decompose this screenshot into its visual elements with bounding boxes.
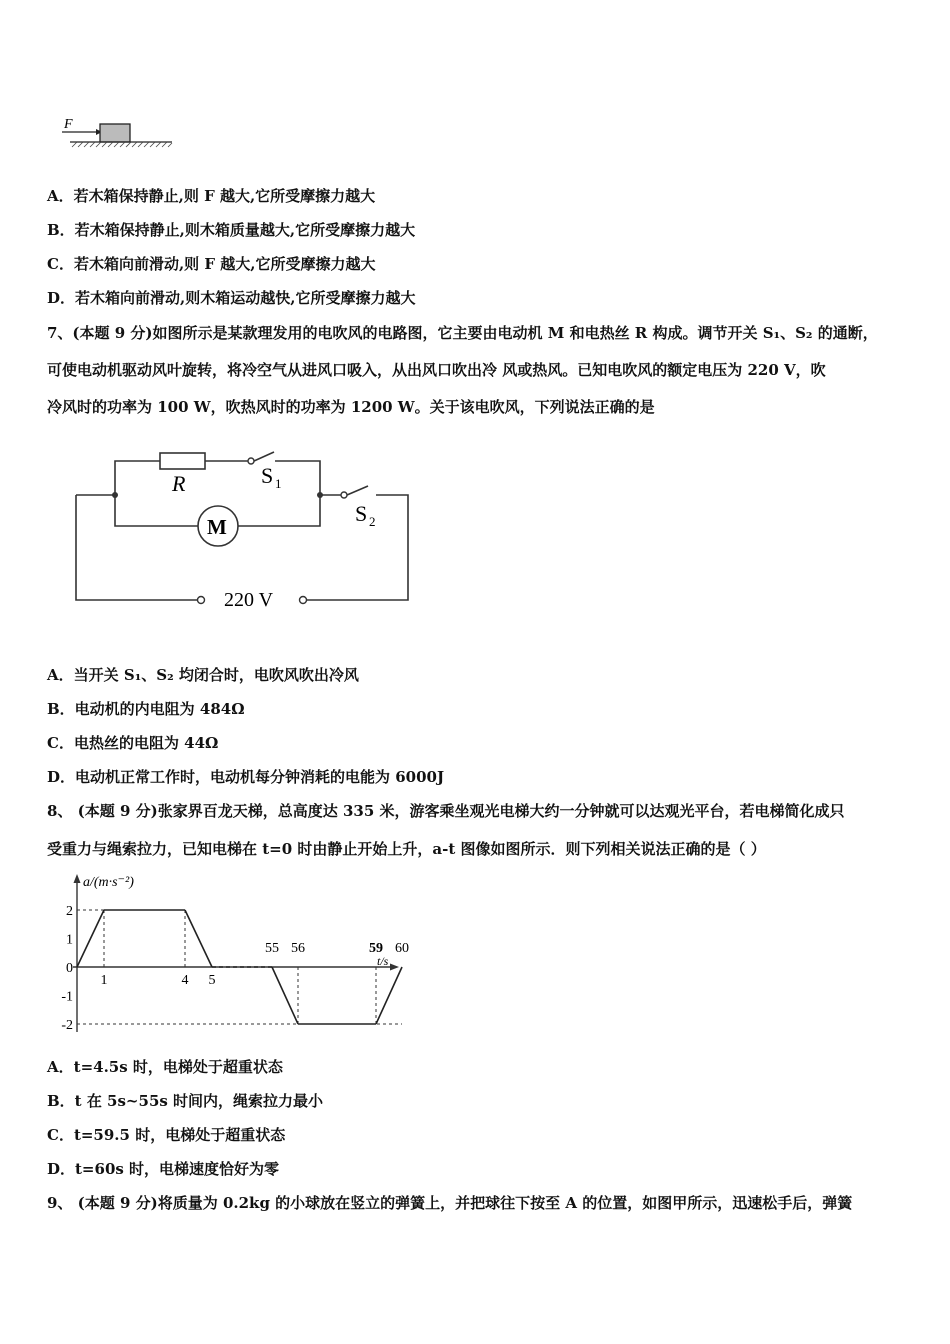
y-axis-label: a/(m·s⁻²) — [83, 875, 134, 890]
junction-right — [317, 492, 323, 498]
at-graph — [55, 872, 415, 1040]
s1-contact — [248, 458, 254, 464]
q8-option-a: A．t=4.5s 时，电梯处于超重状态 — [47, 1058, 283, 1076]
x-tick-label: 59 — [369, 941, 383, 956]
q8-stem-line-1: 8、 (本题 9 分)张家界百龙天梯，总高度达 335 米，游客乘坐观光电梯大约一分钟就可以达观光平台，若电梯简化成只 — [47, 802, 845, 820]
q8-stem-line-2: 受重力与绳索拉力，已知电梯在 t=0 时由静止开始上升，a-t 图像如图所示．则下列相关说法正确的是（ ） — [47, 840, 766, 858]
x-tick-label: 60 — [395, 941, 409, 956]
q8-option-b: B．t 在 5s~55s 时间内，绳索拉力最小 — [47, 1092, 324, 1110]
y-tick-label: 2 — [66, 904, 73, 919]
box-force-figure — [60, 112, 180, 152]
series-segment — [77, 910, 104, 967]
q7-stem-line-2: 可使电动机驱动风叶旋转，将冷空气从进风口吸入，从出风口吹出冷 风或热风。已知电吹风的额定电压为 220 V，吹 — [47, 361, 826, 379]
q6-option-b: B．若木箱保持静止,则木箱质量越大,它所受摩擦力越大 — [47, 221, 416, 239]
series-segment — [185, 910, 212, 967]
x-tick-label: 55 — [265, 941, 279, 956]
q9-stem-line-1: 9、 (本题 9 分)将质量为 0.2kg 的小球放在竖立的弹簧上，并把球往下按至 A 的位置，如图甲所示，迅速松手后，弹簧 — [47, 1194, 853, 1212]
y-tick-label: 1 — [66, 932, 73, 948]
q6-option-c: C．若木箱向前滑动,则 F 越大,它所受摩擦力越大 — [47, 255, 376, 273]
s1-label: S — [261, 463, 274, 488]
y-tick-label: -1 — [61, 989, 73, 1005]
q8-option-d: D．t=60s 时，电梯速度恰好为零 — [47, 1160, 280, 1178]
q7-stem-line-3: 冷风时的功率为 100 W，吹热风时的功率为 1200 W。关于该电吹风，下列说法正确的是 — [47, 398, 655, 416]
y-tick-label: -2 — [61, 1018, 73, 1033]
series-segment — [376, 967, 402, 1024]
terminal-left — [198, 597, 205, 604]
x-tick-label: 4 — [181, 973, 189, 988]
terminal-right — [300, 597, 307, 604]
x-tick-label: 56 — [291, 941, 305, 956]
q6-option-d: D．若木箱向前滑动,则木箱运动越快,它所受摩擦力越大 — [47, 289, 416, 307]
q7-option-d: D．电动机正常工作时，电动机每分钟消耗的电能为 6000J — [47, 768, 445, 786]
q7-stem-line-1: 7、(本题 9 分)如图所示是某款理发用的电吹风的电路图，它主要由电动机 M 和电热丝 R 构成。调节开关 S₁、S₂ 的通断， — [47, 324, 878, 342]
x-axis-label: t/s — [377, 954, 389, 968]
force-label: F — [64, 117, 73, 132]
q6-option-a: A．若木箱保持静止,则 F 越大,它所受摩擦力越大 — [47, 187, 376, 205]
resistor-label: R — [172, 471, 186, 496]
y-tick-label: 0 — [66, 961, 73, 976]
q7-option-a: A．当开关 S₁、S₂ 均闭合时，电吹风吹出冷风 — [47, 666, 359, 684]
s2-contact — [341, 492, 347, 498]
y-axis-arrow — [74, 874, 81, 883]
series-segment — [272, 967, 298, 1024]
x-tick-label: 5 — [208, 973, 216, 988]
wooden-box — [100, 124, 130, 142]
q8-option-c: C．t=59.5 时，电梯处于超重状态 — [47, 1126, 286, 1144]
motor-label: M — [207, 515, 227, 539]
q7-option-b: B．电动机的内电阻为 484Ω — [47, 700, 245, 718]
s1-subscript: 1 — [275, 476, 282, 491]
junction-left — [112, 492, 118, 498]
q7-option-c: C．电热丝的电阻为 44Ω — [47, 734, 219, 752]
x-axis-arrow — [390, 964, 399, 971]
resistor-r — [160, 453, 205, 469]
s2-subscript: 2 — [369, 514, 376, 529]
hair-dryer-circuit — [60, 440, 420, 620]
x-tick-label: 1 — [100, 973, 108, 988]
voltage-label: 220 V — [224, 589, 274, 611]
s2-label: S — [355, 501, 368, 526]
